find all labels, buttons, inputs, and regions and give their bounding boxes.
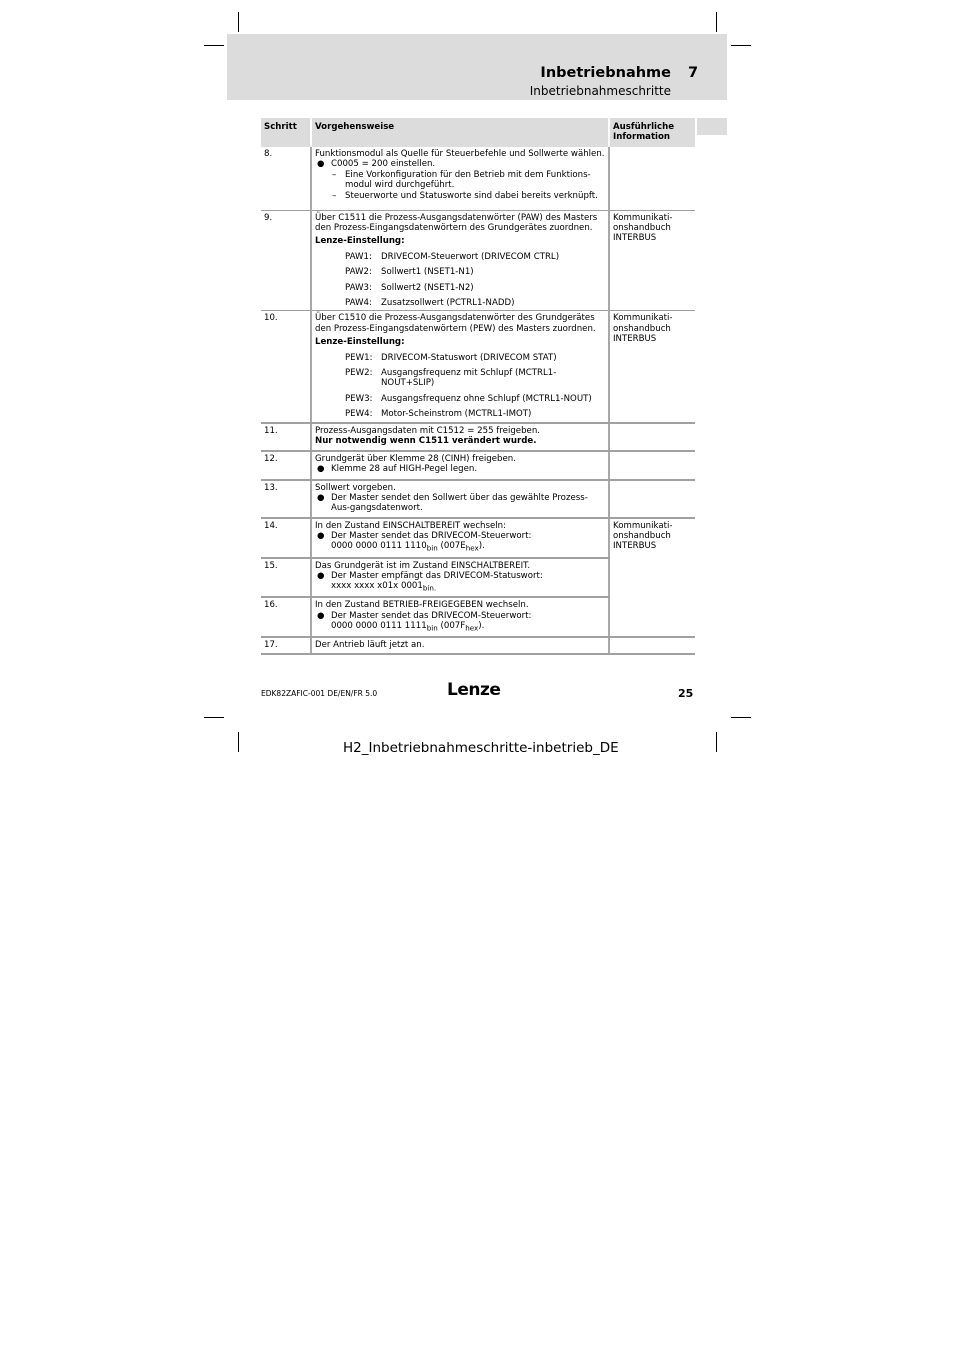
mapping-item: PEW4: Motor-Scheinstrom (MCTRL1-IMOT) [345, 409, 532, 420]
procedure-cell [311, 597, 609, 637]
table-row [261, 518, 695, 558]
setting-label: Lenze-Einstellung: [315, 236, 405, 247]
procedure-text: In den Zustand EINSCHALTBEREIT wechseln: [315, 520, 506, 531]
header-info-line1: Ausführliche [613, 122, 675, 132]
mapping-item: PAW1: DRIVECOM-Steuerwort (DRIVECOM CTRL) [345, 251, 560, 262]
lenze-logo: Lenze [447, 680, 501, 700]
procedure-text: Sollwert vorgeben. [315, 482, 396, 493]
table-row [261, 597, 695, 637]
info-cell [609, 637, 695, 653]
header-info [609, 118, 695, 147]
steps-table [261, 118, 695, 655]
procedure-cell [311, 311, 609, 423]
mapping-item: PAW2: Sollwert1 (NSET1-N1) [345, 267, 474, 278]
procedure-cell: Der Antrieb läuft jetzt an. [311, 637, 609, 653]
table-row [261, 423, 695, 451]
info-cell [609, 147, 695, 210]
crop-mark [238, 732, 239, 752]
side-tab [697, 118, 727, 135]
procedure-text: Grundgerät über Klemme 28 (CINH) freigeben. [315, 453, 516, 464]
procedure-note: Nur notwendig wenn C1511 verändert wurde. [315, 436, 537, 446]
table-header-row [261, 118, 695, 147]
mapping-item: PEW1: DRIVECOM-Statuswort (DRIVECOM STAT) [345, 352, 557, 363]
crop-mark [204, 717, 224, 718]
info-cell: Kommunikati-onshandbuch INTERBUS [609, 311, 695, 423]
procedure-text: Funktionsmodul als Quelle für Steuerbefehle und Sollwerte wählen. [315, 149, 605, 159]
status-word-value: xxxx xxxx x01x $0001_{bin.}$ [331, 581, 437, 594]
mapping-item: PAW4: Zusatzsollwert (PCTRL1-NADD) [345, 297, 515, 308]
step-number: 15. [261, 558, 311, 598]
procedure-text: In den Zustand BETRIEB-FREIGEGEBEN wechseln. [315, 600, 529, 611]
crop-mark [731, 45, 751, 46]
document-code: EDK82ZAFIC-001 DE/EN/FR 5.0 [261, 689, 378, 698]
info-cell [609, 423, 695, 451]
step-number: 16. [261, 597, 311, 637]
control-word-value: 0000 0000 0111 $1110_{bin}$ $(007E_{hex})$. [331, 541, 485, 554]
bullet-item: ● Der Master empfängt das DRIVECOM-Statuswort: [317, 570, 543, 581]
procedure-cell [311, 480, 609, 518]
mapping-item: PAW3: Sollwert2 (NSET1-N2) [345, 282, 474, 293]
header-info-line2: Information [613, 132, 671, 143]
document-caption: H2_Inbetriebnahmeschritte-inbetrieb_DE [343, 740, 619, 756]
header-step: Schritt [261, 118, 311, 147]
page-number: 25 [678, 687, 694, 700]
crop-mark [716, 732, 717, 752]
mapping-item: PEW2: Ausgangsfrequenz mit Schlupf (MCTRL1-NOUT+SLIP) [345, 367, 557, 389]
chapter-title: Inbetriebnahme [540, 65, 671, 81]
procedure-cell [311, 558, 609, 598]
procedure-cell [311, 451, 609, 480]
control-word-value: 0000 0000 0111 $1111_{bin}$ $(007F_{hex})$. [331, 621, 485, 633]
crop-mark [716, 12, 717, 32]
procedure-cell [311, 423, 609, 451]
chapter-subtitle: Inbetriebnahmeschritte [529, 84, 671, 98]
dash-item: – Steuerworte und Statusworte sind dabei bereits verknüpft. [332, 190, 598, 201]
step-number: 11. [261, 423, 311, 451]
info-cell: Kommunikati-onshandbuch INTERBUS [609, 518, 695, 558]
crop-mark [731, 717, 751, 718]
bullet-item: ● Der Master sendet das DRIVECOM-Steuerwort: [317, 610, 532, 621]
mapping-item: PEW3: Ausgangsfrequenz ohne Schlupf (MCTRL1-NOUT) [345, 393, 592, 404]
table-row [261, 480, 695, 518]
step-number: 13. [261, 480, 311, 518]
crop-mark [238, 12, 239, 32]
step-number: 17. [261, 637, 311, 653]
table-row [261, 637, 695, 653]
step-number: 8. [261, 147, 311, 210]
info-cell [609, 597, 695, 637]
dash-item: – Eine Vorkonfiguration für den Betrieb mit dem Funktions-modul wird durchgeführt. [332, 169, 591, 191]
table-row [261, 451, 695, 480]
table-row [261, 210, 695, 311]
procedure-cell [311, 147, 609, 210]
procedure-text: Das Grundgerät ist im Zustand EINSCHALTBEREIT. [315, 560, 531, 571]
step-number: 12. [261, 451, 311, 480]
info-cell: Kommunikati-onshandbuch INTERBUS [609, 210, 695, 311]
info-cell [609, 558, 695, 598]
bullet-item: ● C0005 = 200 einstellen. [317, 159, 436, 170]
step-number: 14. [261, 518, 311, 558]
bullet-item: ● Der Master sendet den Sollwert über das gewählte Prozess-Aus-gangsdatenwort. [317, 493, 588, 514]
crop-mark [204, 45, 224, 46]
info-cell [609, 480, 695, 518]
procedure-text: Prozess-Ausgangsdaten mit C1512 = 255 freigeben. [315, 425, 540, 436]
bullet-item: ● Klemme 28 auf HIGH-Pegel legen. [317, 464, 478, 474]
step-number: 10. [261, 311, 311, 423]
procedure-cell [311, 518, 609, 558]
chapter-number: 7 [688, 65, 699, 81]
step-number: 9. [261, 210, 311, 311]
table-row [261, 147, 695, 210]
bullet-item: ● Der Master sendet das DRIVECOM-Steuerwort: [317, 531, 532, 541]
header-procedure: Vorgehensweise [311, 118, 609, 147]
table-row [261, 311, 695, 423]
info-cell [609, 451, 695, 480]
procedure-text: Über C1511 die Prozess-Ausgangsdatenwörter (PAW) des Masters den Prozess-Eingangsdatenwörtern des Grundgerätes zuordnen. [315, 212, 598, 233]
setting-label: Lenze-Einstellung: [315, 337, 405, 348]
table-row [261, 558, 695, 598]
procedure-text: Über C1510 die Prozess-Ausgangsdatenwörter des Grundgerätes den Prozess-Eingangsdatenwörtern (PEW) des Masters zuordnen. [315, 313, 596, 334]
procedure-cell [311, 210, 609, 311]
